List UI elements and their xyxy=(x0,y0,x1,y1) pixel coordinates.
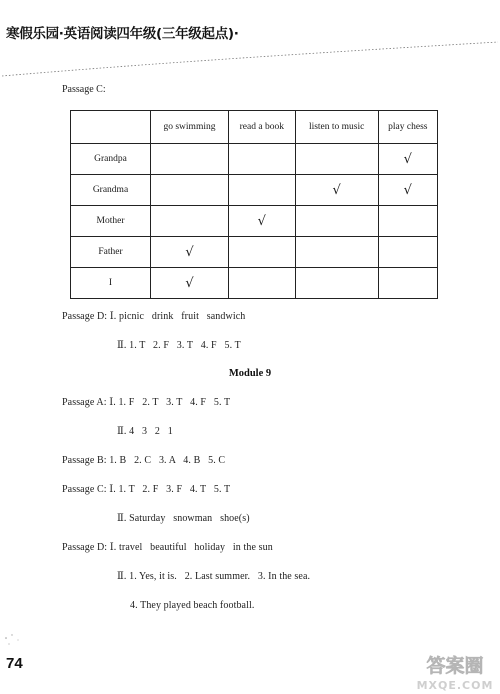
table-header-cell: read a book xyxy=(228,111,295,144)
table-row-label: I xyxy=(71,268,151,299)
table-header-cell: go swimming xyxy=(151,111,229,144)
svg-text:MXQE.COM: MXQE.COM xyxy=(416,679,494,692)
table-row-label: Grandma xyxy=(71,175,151,206)
table-cell xyxy=(228,144,295,175)
table-row-label: Father xyxy=(71,237,151,268)
table-cell xyxy=(295,144,378,175)
passage-c-label: Passage C: xyxy=(62,84,106,95)
table-header-row xyxy=(71,111,438,144)
table-cell xyxy=(228,175,295,206)
table-row-label: Mother xyxy=(71,206,151,237)
table-row-label: Grandpa xyxy=(71,144,151,175)
table-cell xyxy=(151,175,229,206)
module8-passage-d-line1: Passage D: Ⅰ. picnic drink fruit sandwich xyxy=(62,311,246,322)
module9-passage-c-line1: Passage C: Ⅰ. 1. T 2. F 3. F 4. T 5. T xyxy=(62,484,231,495)
header-divider-line xyxy=(0,38,500,78)
table-cell xyxy=(151,206,229,237)
table-cell: √ xyxy=(151,268,229,299)
table-cell xyxy=(151,144,229,175)
module9-passage-b-line: Passage B: 1. B 2. C 3. A 4. B 5. C xyxy=(62,455,226,466)
table-cell xyxy=(295,237,378,268)
svg-text:答案圈: 答案圈 xyxy=(426,655,484,677)
module9-title: Module 9 xyxy=(228,368,272,379)
table-header-cell xyxy=(71,111,151,144)
table-cell xyxy=(295,206,378,237)
page-number: 74 xyxy=(6,655,23,672)
table-row xyxy=(71,144,438,175)
table-cell xyxy=(378,206,437,237)
table-row xyxy=(71,175,438,206)
table-cell: √ xyxy=(295,175,378,206)
table-row xyxy=(71,268,438,299)
watermark-logo xyxy=(412,650,498,694)
table-cell xyxy=(378,268,437,299)
passage-c-activity-table xyxy=(70,110,438,299)
page-header-title: 寒假乐园·英语阅读四年级(三年级起点)· xyxy=(6,26,239,42)
table-cell xyxy=(378,237,437,268)
table-cell xyxy=(295,268,378,299)
table-header-cell: listen to music xyxy=(295,111,378,144)
module9-passage-d-line2: Ⅱ. 1. Yes, it is. 2. Last summer. 3. In the sea. xyxy=(117,571,311,582)
table-cell: √ xyxy=(151,237,229,268)
table-header-cell: play chess xyxy=(378,111,437,144)
table-cell xyxy=(228,237,295,268)
module8-passage-d-line2: Ⅱ. 1. T 2. F 3. T 4. F 5. T xyxy=(117,340,241,351)
table-row xyxy=(71,206,438,237)
module9-passage-d-line3: 4. They played beach football. xyxy=(130,600,255,611)
module9-passage-c-line2: Ⅱ. Saturday snowman shoe(s) xyxy=(117,513,250,524)
module9-passage-a-line2: Ⅱ. 4 3 2 1 xyxy=(117,426,173,437)
table-cell xyxy=(228,268,295,299)
table-cell: √ xyxy=(228,206,295,237)
module9-passage-a-line1: Passage A: Ⅰ. 1. F 2. T 3. T 4. F 5. T xyxy=(62,397,231,408)
table-row xyxy=(71,237,438,268)
module9-passage-d-line1: Passage D: Ⅰ. travel beautiful holiday in the sun xyxy=(62,542,273,553)
table-cell: √ xyxy=(378,175,437,206)
table-cell: √ xyxy=(378,144,437,175)
